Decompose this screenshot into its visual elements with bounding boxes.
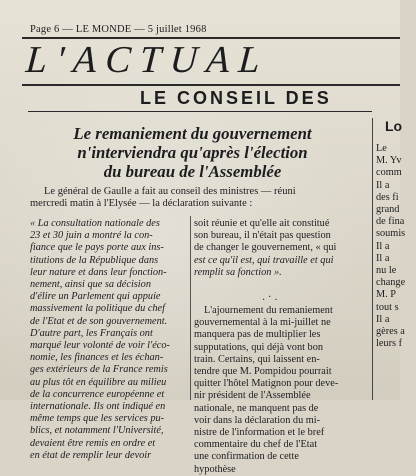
text-line: nement, ainsi que sa décision [30,279,151,291]
headline-line: Le remaniement du gouvernement [73,124,312,143]
paragraph-gap [194,279,354,291]
text-line: Il a [376,252,390,264]
text-line: soumis [376,228,406,240]
text-line: quitter l'hôtel Matignon pour deve- [194,378,339,390]
text-line: marqué leur volonté de voir l'éco- [30,340,170,352]
text-line: Il a [376,179,390,191]
text-line: internationale. Ils ont indiqué en [30,401,166,413]
text-line: au plus tôt en équilibre au milieu [30,376,167,388]
text-line: nomie, les finances et les échan- [30,352,164,364]
section-title: L'ACTUAL [24,39,271,81]
text-line: une confirmation de cette [194,451,299,463]
headline-line: du bureau de l'Assemblée [103,162,282,181]
column-divider [190,216,191,400]
text-line: train. Certains, qui laissent en- [194,353,320,365]
section-rule [28,111,372,112]
text-line: même temps que les services pu- [30,413,165,425]
text-line: ges extérieurs de la France remis [30,364,168,376]
right-column-heading: Lo [385,118,403,134]
text-line: remplit sa fonction ». [194,266,282,278]
article-lede [30,186,360,210]
article-headline [30,124,355,181]
text-line: massivement la politique du chef [30,303,165,315]
text-line: change [376,277,406,289]
article-column-middle [194,218,354,476]
text-line: hypothèse [194,463,236,475]
text-line: gouvernemental à la mi-juillet ne [194,317,331,329]
text-line: voir dans la déclaration du mi- [194,414,321,426]
text-line: D'autre part, les Français ont [30,327,153,339]
text-line: nu le [376,265,397,277]
text-line: de fina [376,216,405,228]
text-line: Le [376,143,387,154]
text-line: L'ajournement du remaniement [204,305,333,317]
text-line: M. P [376,289,397,301]
right-column-divider [372,118,373,400]
text-line: de changer le gouvernement, « qui [194,242,337,254]
text-line: tendre que M. Pompidou pourrait [194,366,332,378]
text-line: nationale, ne manquent pas de [194,402,319,414]
text-line: de la concurrence européenne et [30,388,165,400]
lede-line: mercredi matin à l'Elysée — la déclaration suivante : [30,198,253,210]
separator-asterism: .·. [262,292,281,303]
right-column-text [376,143,416,350]
text-line: titutions de la République dans [30,254,159,266]
text-line: blics, et notamment l'Université, [30,425,164,437]
text-line: des fi [376,191,399,203]
text-line: en état de remplir leur devoir [30,449,152,461]
header-rule-bottom [22,84,400,86]
article-column-left [30,218,190,462]
text-line: supputations, qui déjà vont bon [194,341,323,353]
text-line: Il a [376,240,390,252]
text-line: manquera pas de multiplier les [194,329,321,341]
text-line: Il a [376,313,390,325]
text-line: nir président de l'Assemblée [194,390,311,402]
text-line: M. Yv [376,155,402,167]
text-line: de l'Etat et de son gouvernement. [30,315,168,327]
text-line: son bureau, il n'était pas question [194,230,331,242]
headline-line: n'interviendra qu'après l'élection [77,143,308,162]
section-heading: LE CONSEIL DES [140,88,332,108]
text-line: gères a [376,326,405,338]
text-line: grand [376,204,400,216]
text-line: tout s [376,301,399,313]
lede-line: Le général de Gaulle a fait au conseil des ministres — réuni [44,186,296,197]
text-line: devaient être remis en ordre et [30,437,156,449]
text-line: d'élire un Parlement qui appuie [30,291,161,303]
text-line: comm [376,167,402,179]
text-line: est ce qu'il est, qui travaille et qui [194,254,334,266]
text-line: « La consultation nationale des [30,218,160,229]
text-line: 23 et 30 juin a montré la con- [30,230,153,242]
text-line: soit réunie et qu'elle ait constitué [194,218,330,229]
text-line: fiance que le pays porte aux ins- [30,242,164,254]
page-header: Page 6 — LE MONDE — 5 juillet 1968 [30,24,207,35]
text-line: leurs f [376,338,403,350]
text-line: nistre de l'information et le bref [194,427,325,439]
text-line: leur nature et dans leur fonction- [30,266,167,278]
text-line: commentaire du chef de l'Etat [194,439,318,451]
